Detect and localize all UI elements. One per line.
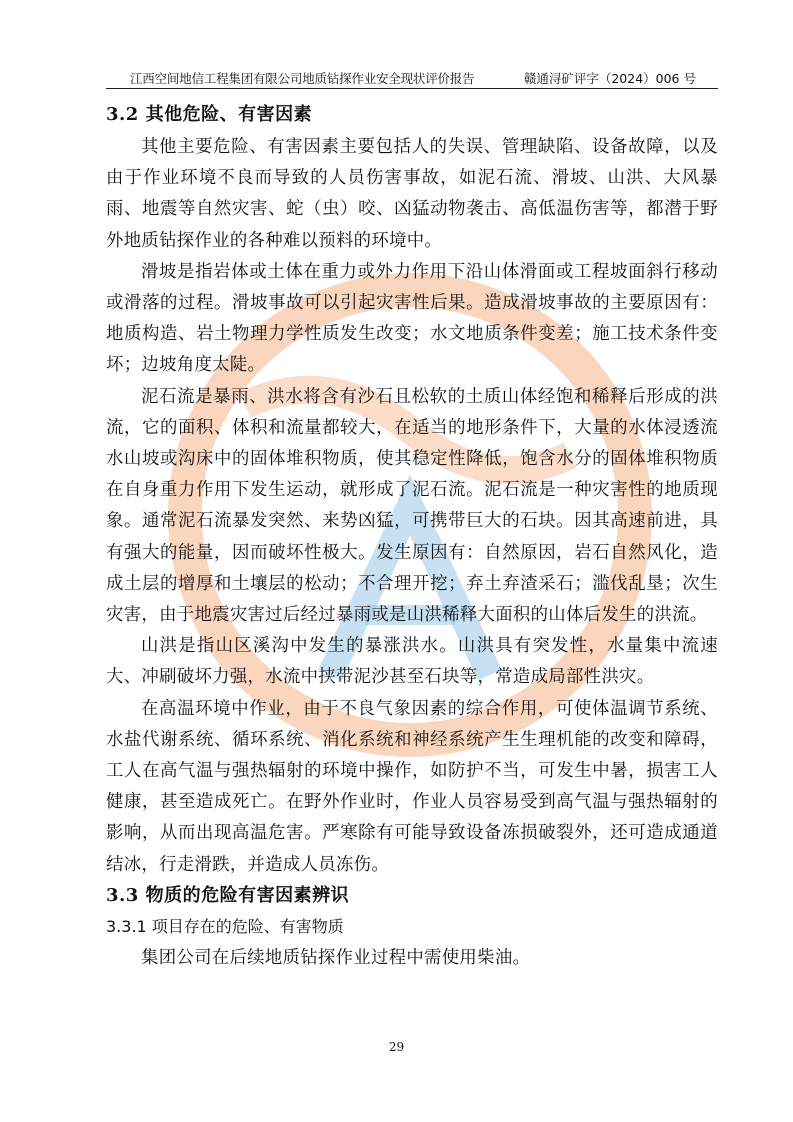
paragraph-diesel: 集团公司在后续地质钻探作业过程中需使用柴油。 xyxy=(141,947,531,968)
paragraph-high-temperature: 在高温环境中作业，由于不良气象因素的综合作用，可使体温调节系统、水盐代谢系统、循环系统、消化系统和神经系统产生生理机能的改变和障碍，工人在高气温与强热辐射的环境中操作，如防护不当，可发生中暑，损害工人健康，甚至造成死亡。在野外作业时，作业人员容易受到高气温与强热辐射的影响，从而出现高温危害。严寒除有可能导致设备冻损破裂外，还可造成通道结冰，行走滑跌，并造成人员冻伤。 xyxy=(106,698,718,875)
header-report-title: 江西空间地信工程集团有限公司地质钻探作业安全现状评价报告 xyxy=(130,71,475,86)
paragraph-landslide: 滑坡是指岩体或土体在重力或外力作用下沿山体滑面或工程坡面斜行移动或滑落的过程。滑坡事故可以引起灾害性后果。造成滑坡事故的主要原因有：地质构造、岩土物理力学性质发生改变；水文地质条件变差；施工技术条件变坏；边坡角度太陡。 xyxy=(106,261,718,376)
paragraph-debris-flow: 泥石流是暴雨、洪水将含有沙石且松软的土质山体经饱和稀释后形成的洪流，它的面积、体积和流量都较大，在适当的地形条件下，大量的水体浸透流水山坡或沟床中的固体堆积物质，使其稳定性降低，饱含水分的固体堆积物质在自身重力作用下发生运动，就形成了泥石流。泥石流是一种灾害性的地质现象。通常泥石流暴发突然、来势凶猛，可携带巨大的石块。因其高速前进，具有强大的能量，因而破坏性极大。发生原因有：自然原因，岩石自然风化，造成土层的增厚和土壤层的松动；不合理开挖；弃土弃渣采石；滥伐乱垦；次生灾害，由于地震灾害过后经过暴雨或是山洪稀释大面积的山体后发生的洪流。 xyxy=(106,386,718,626)
page-number: 29 xyxy=(388,1040,405,1054)
subsection-heading-3-3-1: 3.3.1 项目存在的危险、有害物质 xyxy=(106,916,344,936)
paragraph-flash-flood: 山洪是指山区溪沟中发生的暴涨洪水。山洪具有突发性，水量集中流速大、冲刷破坏力强，水流中挟带泥沙甚至石块等，常造成局部性洪灾。 xyxy=(106,636,718,688)
paragraph-other-hazards: 其他主要危险、有害因素主要包括人的失误、管理缺陷、设备故障，以及由于作业环境不良而导致的人员伤害事故，如泥石流、滑坡、山洪、大风暴雨、地震等自然灾害、蛇（虫）咬、凶猛动物袭击、高低温伤害等，都潜于野外地质钻探作业的各种难以预料的环境中。 xyxy=(106,137,718,251)
section-heading-3-2: 3.2 其他危险、有害因素 xyxy=(106,104,313,125)
header-document-number: 赣通浔矿评字（2024）006 号 xyxy=(523,71,696,86)
page-header xyxy=(106,66,718,89)
document-body xyxy=(106,100,718,974)
section-heading-3-3: 3.3 物质的危险有害因素辨识 xyxy=(106,884,350,906)
